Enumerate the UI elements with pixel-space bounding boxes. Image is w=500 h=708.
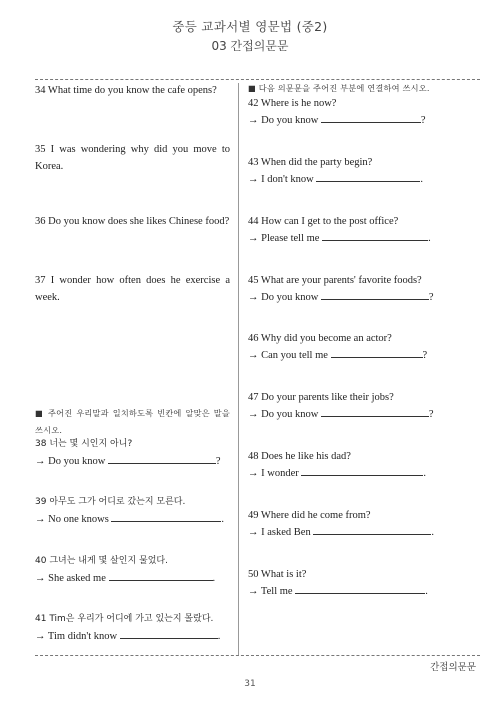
question-39: 39 아무도 그가 어디로 갔는지 모른다. → No one knows . xyxy=(35,494,230,528)
answer-38-prompt: → Do you know xyxy=(35,456,106,467)
answer-40-blank[interactable] xyxy=(109,570,213,581)
answer-47-prompt: → Do you know xyxy=(248,409,319,420)
question-37-text: 37 I wonder how often does he exercise a week. xyxy=(35,275,230,303)
page-number: 31 xyxy=(244,679,256,689)
answer-43-prompt: → I don't know xyxy=(248,174,314,185)
answer-40-prompt: → She asked me xyxy=(35,573,106,584)
question-34-text: 34 What time do you know the cafe opens? xyxy=(35,85,217,96)
question-40-text: 40 그녀는 내게 몇 살인지 물었다. xyxy=(35,556,168,566)
question-37 xyxy=(35,272,230,306)
question-39-text: 39 아무도 그가 어디로 갔는지 모른다. xyxy=(35,497,186,507)
question-43: 43 When did the party begin? → I don't know . xyxy=(248,154,480,188)
question-41-text: 41 Tim은 우리가 어디에 가고 있는지 몰랐다. xyxy=(35,614,214,624)
answer-38-blank[interactable] xyxy=(108,453,216,464)
answer-47-blank[interactable] xyxy=(321,406,429,417)
question-38: 38 너는 몇 시인지 아니? → Do you know ? xyxy=(35,436,230,470)
question-35 xyxy=(35,141,230,175)
question-46-text: 46 Why did you become an actor? xyxy=(248,333,392,344)
question-43-text: 43 When did the party begin? xyxy=(248,157,373,168)
answer-42-prompt: → Do you know xyxy=(248,115,319,126)
bottom-divider xyxy=(35,655,480,656)
question-36-text: 36 Do you know does she likes Chinese food? xyxy=(35,216,230,227)
answer-46-prompt: → Can you tell me xyxy=(248,350,328,361)
question-49-text: 49 Where did he come from? xyxy=(248,510,371,521)
question-36 xyxy=(35,213,230,230)
question-42-text: 42 Where is he now? xyxy=(248,98,337,109)
footer-label: 간접의문문 xyxy=(430,662,476,673)
answer-42-blank[interactable] xyxy=(321,112,421,123)
answer-41-prompt: → Tim didn't know xyxy=(35,631,118,642)
answer-46-blank[interactable] xyxy=(331,347,423,358)
question-41: 41 Tim은 우리가 어디에 가고 있는지 몰랐다. → Tim didn't know . xyxy=(35,611,230,645)
question-49: 49 Where did he come from? → I asked Ben . xyxy=(248,507,480,541)
question-47-text: 47 Do your parents like their jobs? xyxy=(248,392,394,403)
answer-49-prompt: → I asked Ben xyxy=(248,527,311,538)
question-34 xyxy=(35,82,230,99)
question-48: 48 Does he like his dad? → I wonder . xyxy=(248,448,480,482)
question-40: 40 그녀는 내게 몇 살인지 물었다. → She asked me . xyxy=(35,553,230,587)
answer-44-prompt: → Please tell me xyxy=(248,233,320,244)
instruction-right-text: ■ 다음 의문문을 주어진 부분에 연결하여 쓰시오. xyxy=(248,83,430,93)
question-44-text: 44 How can I get to the post office? xyxy=(248,216,399,227)
answer-39-blank[interactable] xyxy=(111,511,221,522)
answer-41-blank[interactable] xyxy=(120,628,218,639)
question-50: 50 What is it? → Tell me . xyxy=(248,566,480,600)
answer-48-prompt: → I wonder xyxy=(248,468,299,479)
page-title: 중등 교과서별 영문법 (중2) xyxy=(172,19,328,34)
answer-43-blank[interactable] xyxy=(316,171,420,182)
instruction-left-text: ■ 주어진 우리말과 일치하도록 빈칸에 알맞은 말을 쓰시오. xyxy=(35,408,230,435)
answer-45-blank[interactable] xyxy=(321,289,429,300)
question-42: 42 Where is he now? → Do you know ? xyxy=(248,95,480,129)
answer-49-blank[interactable] xyxy=(313,524,431,535)
answer-39-prompt: → No one knows xyxy=(35,514,109,525)
question-47: 47 Do your parents like their jobs? → Do you know ? xyxy=(248,389,480,423)
answer-50-prompt: → Tell me xyxy=(248,586,293,597)
question-45: 45 What are your parents' favorite foods? → Do you know ? xyxy=(248,272,480,306)
answer-45-prompt: → Do you know xyxy=(248,292,319,303)
section-subtitle: 03 간접의문문 xyxy=(211,39,289,53)
question-50-text: 50 What is it? xyxy=(248,569,307,580)
answer-48-blank[interactable] xyxy=(301,465,423,476)
instruction-left xyxy=(35,405,230,439)
question-35-text: 35 I was wondering why did you move to Korea. xyxy=(35,144,230,172)
answer-50-blank[interactable] xyxy=(295,583,425,594)
answer-44-blank[interactable] xyxy=(322,230,428,241)
question-45-text: 45 What are your parents' favorite foods? xyxy=(248,275,422,286)
column-divider xyxy=(238,83,239,656)
question-48-text: 48 Does he like his dad? xyxy=(248,451,351,462)
question-44: 44 How can I get to the post office? → Please tell me . xyxy=(248,213,480,247)
question-46: 46 Why did you become an actor? → Can you tell me ? xyxy=(248,330,480,364)
question-38-text: 38 너는 몇 시인지 아니? xyxy=(35,439,133,449)
